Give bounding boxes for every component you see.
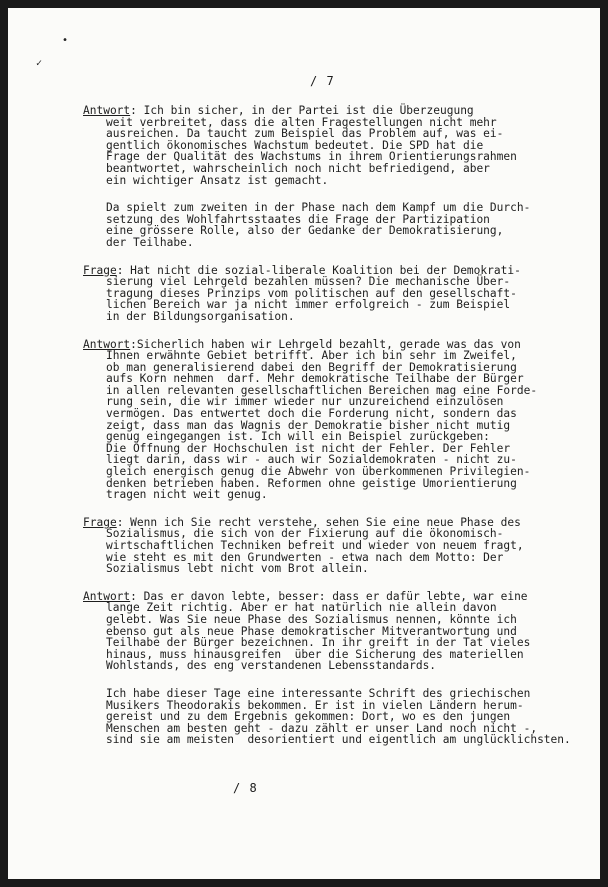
text-line: :Sicherlich haben wir Lehrgeld bezahlt, gerade was das von xyxy=(130,337,521,351)
text-line: Ich habe dieser Tage eine interessante Schrift des griechischen xyxy=(106,686,531,700)
speaker-label: Antwort xyxy=(83,104,131,117)
text-line: aufs Korn nehmen darf. Mehr demokratische Teilhabe der Bürger xyxy=(106,372,524,386)
question-block xyxy=(83,265,588,323)
text-line: Sozialismus, die sich von der Fixierung auf die ökonomisch- xyxy=(106,527,504,541)
answer-block xyxy=(83,591,588,672)
text-line: in der Bildungsorganisation. xyxy=(106,309,295,323)
text-line: sind sie am meisten desorientiert und eigentlich am unglücklichsten. xyxy=(106,733,571,747)
text-line: liegt darin, dass wir - auch wir Sozialdemokraten - nicht zu- xyxy=(106,453,517,467)
text-line: hinaus, muss hinausgreifen über die Sicherung des materiellen xyxy=(106,647,524,661)
text-line: ein wichtiger Ansatz ist gemacht. xyxy=(106,173,329,187)
text-line: ob man generalisierend dabei den Begriff der Demokratisierung xyxy=(106,360,517,374)
speaker-label: Antwort xyxy=(83,337,131,351)
text-line: : Wenn ich Sie recht verstehe, sehen Sie eine neue Phase des xyxy=(116,515,521,529)
text-line: gleich energisch genug die Abwehr von überkommenen Privilegien- xyxy=(106,465,531,479)
text-line: gelebt. Was Sie neue Phase des Sozialismus nennen, könnte ich xyxy=(106,612,517,626)
margin-check-mark: ✓ xyxy=(36,58,43,69)
text-line: denken betrieben haben. Reformen ohne geistige Umorientierung xyxy=(106,476,517,490)
text-line: vermögen. Das entwertet doch die Forderung nicht, sondern das xyxy=(106,407,517,421)
text-line: : Hat nicht die sozial-liberale Koalition bei der Demokrati- xyxy=(116,263,521,277)
text-line: gereist und zu dem Ergebnis gekommen: Dort, wo es den jungen xyxy=(106,710,511,724)
text-line: rung sein, die wir immer wieder nur unzureichend einzulösen xyxy=(106,395,504,409)
text-line: Menschen am besten geht - dazu zählt er unser Land noch nicht -, xyxy=(106,721,538,735)
text-line: ausreichen. Da taucht zum Beispiel das Problem auf, was ei- xyxy=(106,127,504,141)
text-line: wie steht es mit den Grundwerten - etwa nach dem Motto: Der xyxy=(106,550,504,564)
text-line: ebenso gut als neue Phase demokratischer Mitverantwortung und xyxy=(106,624,517,638)
text-line: Die Öffnung der Hochschulen ist nicht der Fehler. Der Fehler xyxy=(106,441,511,455)
text-line: Ihnen erwähnte Gebiet betrifft. Aber ich bin sehr im Zweifel, xyxy=(106,349,517,363)
text-line: setzung des Wohlfahrtsstaates die Frage der Partizipation xyxy=(106,212,490,226)
text-line: : Ich bin sicher, in der Partei ist die Überzeugung xyxy=(130,104,474,117)
text-line: Teilhabe der Bürger bezeichnen. In ihr greift in der Tat vieles xyxy=(106,636,531,650)
answer-paragraph xyxy=(83,202,588,248)
margin-dot-mark: • xyxy=(62,35,69,46)
text-line: eine grössere Rolle, also der Gedanke der Demokratisierung, xyxy=(106,224,504,238)
text-line: beantwortet, wahrscheinlich noch nicht befriedigend, aber xyxy=(106,161,490,175)
page-number-top: / 7 xyxy=(310,74,335,88)
question-block xyxy=(83,517,588,575)
answer-paragraph xyxy=(83,688,588,746)
text-line: Da spielt zum zweiten in der Phase nach dem Kampf um die Durch- xyxy=(106,201,531,215)
text-line: lange Zeit richtig. Aber er hat natürlich nie allein davon xyxy=(106,601,497,615)
text-line: zeigt, dass man das Wagnis der Demokratie bisher nicht mutig xyxy=(106,418,511,432)
text-line: sierung viel Lehrgeld bezahlen müssen? Die mechanische Über- xyxy=(106,275,511,289)
text-line: lichen Bereich war ja nicht immer erfolgreich - zum Beispiel xyxy=(106,298,511,312)
text-line: in allen relevanten gesellschaftlichen Bereichen mag eine Forde- xyxy=(106,383,538,397)
text-line: wirtschaftlichen Techniken befreit und wieder von neuem fragt, xyxy=(106,539,524,552)
speaker-label: Frage xyxy=(83,263,117,277)
interview-text xyxy=(83,105,588,746)
text-line: der Teilhabe. xyxy=(106,235,194,249)
answer-block xyxy=(83,339,588,501)
text-line: tragen nicht weit genug. xyxy=(106,488,268,502)
text-line: weit verbreitet, dass die alten Fragestellungen nicht mehr xyxy=(106,115,497,129)
text-line: Musikers Theodorakis bekommen. Er ist in vielen Ländern herum- xyxy=(106,698,524,712)
text-line: Frage der Qualität des Wachstums in ihrem Orientierungsrahmen xyxy=(106,150,517,164)
page-number-bottom: / 8 xyxy=(233,781,258,795)
text-line: tragung dieses Prinzips vom politischen auf den gesellschaft- xyxy=(106,286,517,300)
text-line: Wohlstands, des eng verstandenen Lebensstandards. xyxy=(106,659,437,673)
text-line: genug eingegangen ist. Ich will ein Beispiel zurückgeben: xyxy=(106,430,490,444)
answer-block xyxy=(83,105,588,186)
speaker-label: Frage xyxy=(83,515,117,529)
text-line: Sozialismus lebt nicht vom Brot allein. xyxy=(106,562,369,576)
speaker-label: Antwort xyxy=(83,589,131,603)
document-page xyxy=(8,8,600,879)
text-line: gentlich ökonomisches Wachstum bedeutet. Die SPD hat die xyxy=(106,138,484,152)
text-line: : Das er davon lebte, besser: dass er dafür lebte, war eine xyxy=(130,589,528,603)
